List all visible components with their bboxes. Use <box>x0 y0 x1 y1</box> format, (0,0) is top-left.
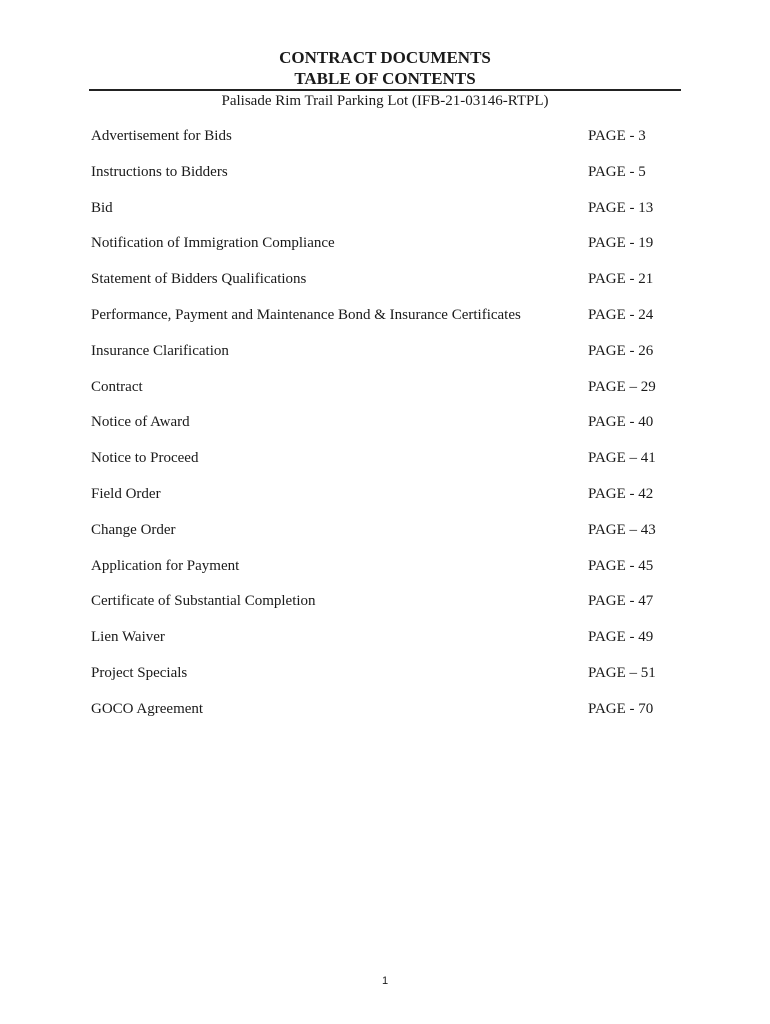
toc-entry-page: PAGE - 3 <box>588 128 646 144</box>
toc-entry <box>91 484 691 520</box>
toc-entry-title: Contract <box>91 378 143 395</box>
toc-entry-page: PAGE – 43 <box>588 521 656 538</box>
header-divider <box>89 89 681 91</box>
toc-entry <box>91 663 691 699</box>
toc-entry-page: PAGE – 51 <box>588 664 656 681</box>
toc-entry-page: PAGE – 41 <box>588 450 656 467</box>
toc-entry <box>91 126 691 162</box>
toc-entry-title: Lien Waiver <box>91 629 165 646</box>
toc-entry-page: PAGE - 21 <box>588 271 654 288</box>
toc-entry <box>91 448 691 484</box>
document-title: CONTRACT DOCUMENTS <box>279 48 491 67</box>
toc-entry-title: Statement of Bidders Qualifications <box>91 271 307 288</box>
toc-entry <box>91 699 691 735</box>
toc-entry-title: Bid <box>91 199 113 216</box>
toc-entry-page: PAGE - 13 <box>588 199 654 216</box>
toc-entry <box>91 377 691 413</box>
toc-entry-title: Certificate of Substantial Completion <box>91 593 316 610</box>
toc-entry-page: PAGE - 5 <box>588 163 646 180</box>
toc-entry-title: Insurance Clarification <box>91 342 229 359</box>
toc-entry-page: PAGE - 45 <box>588 557 654 574</box>
toc-entry <box>91 233 691 269</box>
toc-entry-title: Notice to Proceed <box>91 450 199 467</box>
toc-entry-page: PAGE - 19 <box>588 235 654 252</box>
project-name: Palisade Rim Trail Parking Lot (IFB-21-03146-RTPL) <box>221 93 549 109</box>
toc-entry <box>91 520 691 556</box>
page-number: 1 <box>381 975 389 987</box>
toc-entry-page: PAGE - 70 <box>588 700 654 717</box>
toc-entry-page: PAGE - 42 <box>588 485 654 502</box>
toc-entry <box>91 341 691 377</box>
toc-entry <box>91 269 691 305</box>
toc-entry <box>91 198 691 234</box>
toc-entry-title: Advertisement for Bids <box>91 128 232 144</box>
toc-entry <box>91 305 691 341</box>
toc-entry-title: Application for Payment <box>91 557 240 574</box>
toc-entry <box>91 556 691 592</box>
toc-entry <box>91 591 691 627</box>
toc-entry-title: Instructions to Bidders <box>91 163 228 180</box>
toc-entry-title: Performance, Payment and Maintenance Bond & Insurance Certificates <box>91 306 521 323</box>
toc-entry <box>91 627 691 663</box>
toc-entry-title: GOCO Agreement <box>91 700 204 717</box>
toc-entry-page: PAGE - 47 <box>588 593 654 610</box>
toc-entry-title: Project Specials <box>91 664 188 681</box>
toc-entry-page: PAGE - 26 <box>588 342 654 359</box>
toc-entry <box>91 412 691 448</box>
toc-entry-title: Notification of Immigration Compliance <box>91 235 335 252</box>
toc-entry <box>91 162 691 198</box>
document-subtitle-heading: TABLE OF CONTENTS <box>294 69 476 88</box>
toc-entry-title: Field Order <box>91 485 161 502</box>
toc-entry-title: Notice of Award <box>91 414 190 431</box>
toc-entry-page: PAGE - 24 <box>588 306 654 323</box>
toc-entry-page: PAGE - 40 <box>588 414 654 431</box>
toc-entry-page: PAGE - 49 <box>588 629 654 646</box>
table-of-contents <box>91 126 691 735</box>
toc-entry-page: PAGE – 29 <box>588 378 656 395</box>
toc-entry-title: Change Order <box>91 521 176 538</box>
